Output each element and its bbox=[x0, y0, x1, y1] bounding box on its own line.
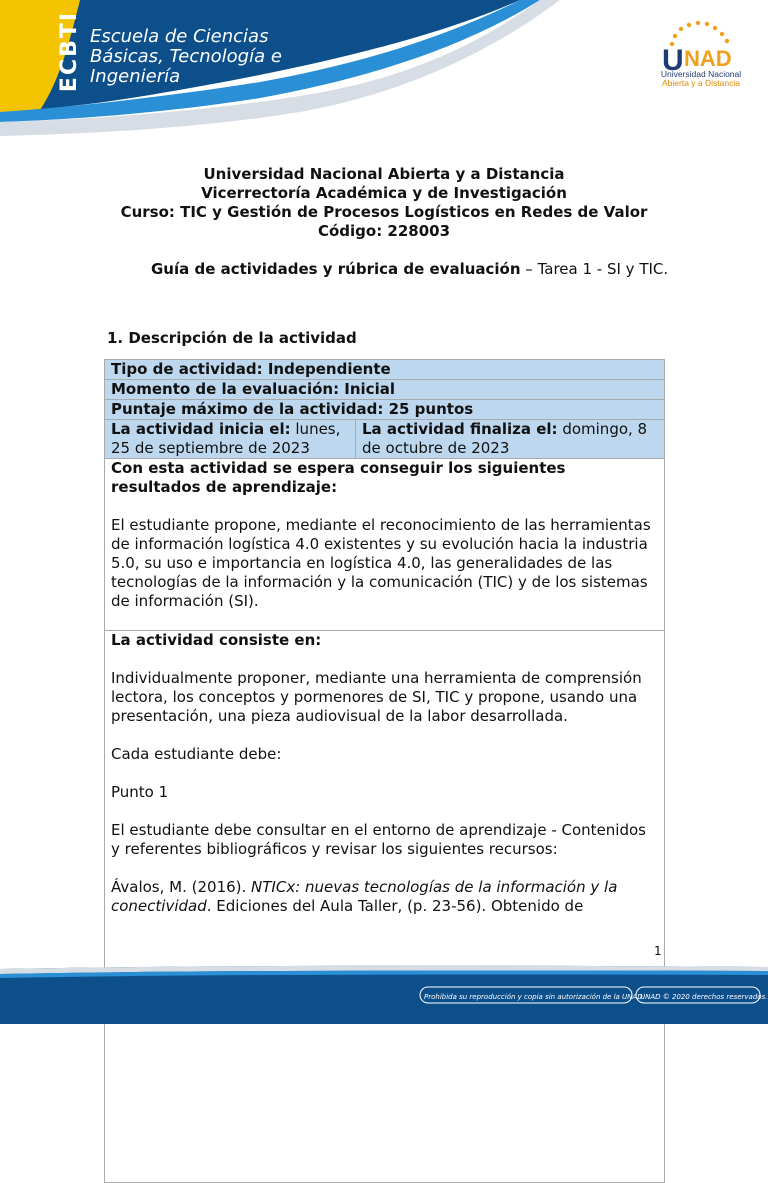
footer-copyright-notice: Prohibida su reproducción y copia sin autorización de la UNAD. bbox=[424, 993, 645, 1001]
consists-paragraph: Cada estudiante debe: bbox=[111, 745, 282, 763]
evaluation-moment-cell: Momento de la evaluación: Inicial bbox=[105, 380, 665, 400]
table-row bbox=[105, 631, 665, 1183]
vice-rectory-title: Vicerrectoría Académica y de Investigación bbox=[201, 184, 567, 202]
section-title: 1. Descripción de la actividad bbox=[107, 329, 357, 347]
logo-u: U bbox=[662, 44, 684, 77]
activity-type-cell: Tipo de actividad: Independiente bbox=[105, 360, 665, 380]
reference-entry: Ávalos, M. (2016). NTICx: nuevas tecnologías de la información y la conectividad. Ediciones del Aula Taller, (p. 23-56). Obtenido de bbox=[111, 878, 618, 915]
activity-table bbox=[104, 359, 665, 1183]
unad-name-text: Universidad Nacional Abierta y a Distancia bbox=[660, 69, 742, 88]
consists-paragraph: Individualmente proponer, mediante una herramienta de comprensión lectora, los conceptos y pormenores de SI, TIC y propone, usando una presentación, una pieza audiovisual de la labor desarrollada. bbox=[111, 669, 642, 725]
outcomes-title: Con esta actividad se espera conseguir los siguientes resultados de aprendizaje: bbox=[111, 459, 566, 496]
guide-title: Guía de actividades y rúbrica de evaluación – Tarea 1 - SI y TIC. bbox=[151, 260, 669, 278]
table-row bbox=[105, 400, 665, 420]
activity-consists-cell bbox=[105, 631, 665, 1183]
page-number: 1 bbox=[654, 944, 662, 958]
table-row bbox=[105, 360, 665, 380]
university-title: Universidad Nacional Abierta y a Distancia bbox=[203, 165, 565, 183]
course-title: Curso: TIC y Gestión de Procesos Logísticos en Redes de Valor bbox=[120, 203, 648, 221]
logo-dots-arc bbox=[670, 21, 729, 46]
consists-paragraph: El estudiante debe consultar en el entorno de aprendizaje - Contenidos y referentes bibliográficos y revisar los siguientes recursos: bbox=[111, 821, 646, 858]
footer-rights: UNAD © 2020 derechos reservados. bbox=[640, 993, 768, 1001]
header-banner bbox=[0, 0, 768, 150]
school-name: Escuela de Ciencias Básicas, Tecnología e Ingeniería bbox=[90, 26, 282, 87]
course-code: Código: 228003 bbox=[317, 222, 451, 240]
ecbti-vertical-label: ECBTI bbox=[57, 10, 83, 92]
end-date-cell: La actividad finaliza el: domingo, 8 de octubre de 2023 bbox=[356, 420, 665, 459]
table-row bbox=[105, 420, 665, 459]
learning-outcomes-cell bbox=[105, 459, 665, 631]
logo-nad: NAD bbox=[684, 46, 732, 71]
consists-paragraph: Punto 1 bbox=[111, 783, 169, 801]
table-row bbox=[105, 380, 665, 400]
consists-title: La actividad consiste en: bbox=[111, 631, 322, 649]
table-row bbox=[105, 459, 665, 631]
start-date-cell: La actividad inicia el: lunes, 25 de septiembre de 2023 bbox=[105, 420, 356, 459]
max-score-cell: Puntaje máximo de la actividad: 25 puntos bbox=[105, 400, 665, 420]
outcomes-text: El estudiante propone, mediante el reconocimiento de las herramientas de información logística 4.0 existentes y su evolución hacia la industria 5.0, su uso e importancia en logística 4.0, las generalidades de las tecnologías de la información y la comunicación (TIC) y de los sistemas de información (SI). bbox=[111, 516, 651, 610]
document-titles bbox=[0, 165, 768, 241]
